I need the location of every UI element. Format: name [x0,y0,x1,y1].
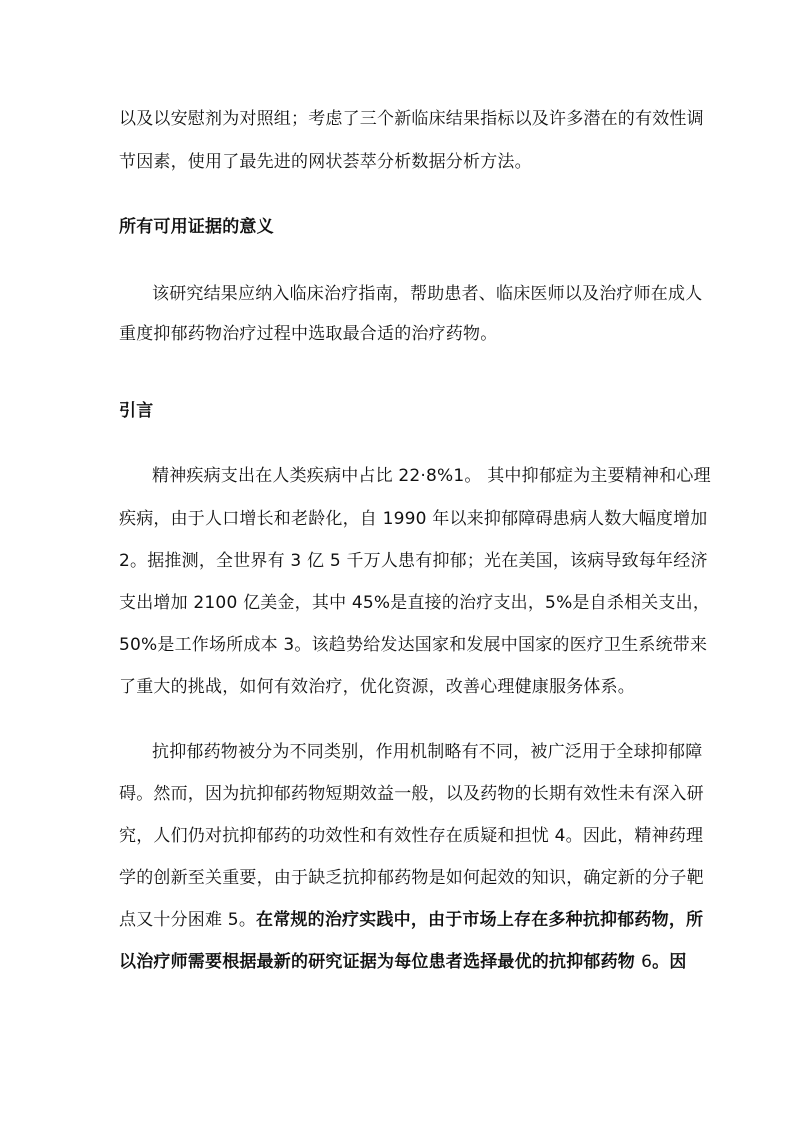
intro-p1-line-5: 50%是工作场所成本 3。该趋势给发达国家和发展中国家的医疗卫生系统带来 [119,635,708,655]
intro-p2-line-5-normal: 点又十分困难 5。 [119,910,257,930]
intro-p2-line-6 [119,950,687,974]
intro-p1-line-1: 精神疾病支出在人类疾病中占比 22·8%1。 其中抑郁症为主要精神和心理 [152,466,711,486]
intro-line-2: 节因素，使用了最先进的网状荟萃分析数据分析方法。 [119,152,532,172]
intro-p1-line-3: 2。据推测，全世界有 3 亿 5 千万人患有抑郁；光在美国，该病导致每年经济 [119,551,708,571]
intro-p1-line-4: 支出增加 2100 亿美金，其中 45%是直接的治疗支出，5%是自杀相关支出， [119,593,711,613]
intro-p2-line-2: 碍。然而，因为抗抑郁药物短期效益一般，以及药物的长期有效性未有深入研 [119,784,704,804]
intro-p2-line-6-ref: 6 [641,952,653,972]
intro-p2-line-5-bold: 在常规的治疗实践中，由于市场上存在多种抗抑郁药物，所 [256,910,704,930]
intro-p2-line-1: 抗抑郁药物被分为不同类别，作用机制略有不同，被广泛用于全球抑郁障 [152,742,703,762]
intro-p2-line-5 [119,908,703,932]
significance-line-1: 该研究结果应纳入临床治疗指南，帮助患者、临床医师以及治疗师在成人 [152,284,703,304]
intro-p2-line-3: 究，人们仍对抗抑郁药的功效性和有效性存在质疑和担忧 4。因此，精神药理 [119,826,704,846]
intro-p2-line-4: 学的创新至关重要，由于缺乏抗抑郁药物是如何起效的知识，确定新的分子靶 [119,868,704,888]
intro-p1-line-2: 疾病，由于人口增长和老龄化，自 1990 年以来抑郁障碍患病人数大幅度增加 [119,509,708,529]
intro-p2-line-6-bold-a: 以治疗师需要根据最新的研究证据为每位患者选择最优的抗抑郁药物 [119,952,642,972]
significance-line-2: 重度抑郁药物治疗过程中选取最合适的治疗药物。 [119,324,498,344]
intro-p2-line-6-bold-b: 。因 [652,952,687,972]
intro-line-1: 以及以安慰剂为对照组；考虑了三个新临床结果指标以及许多潜在的有效性调 [119,109,704,129]
heading-introduction: 引言 [119,401,154,421]
heading-significance: 所有可用证据的意义 [119,217,274,237]
intro-p1-line-6: 了重大的挑战，如何有效治疗，优化资源，改善心理健康服务体系。 [119,677,635,697]
